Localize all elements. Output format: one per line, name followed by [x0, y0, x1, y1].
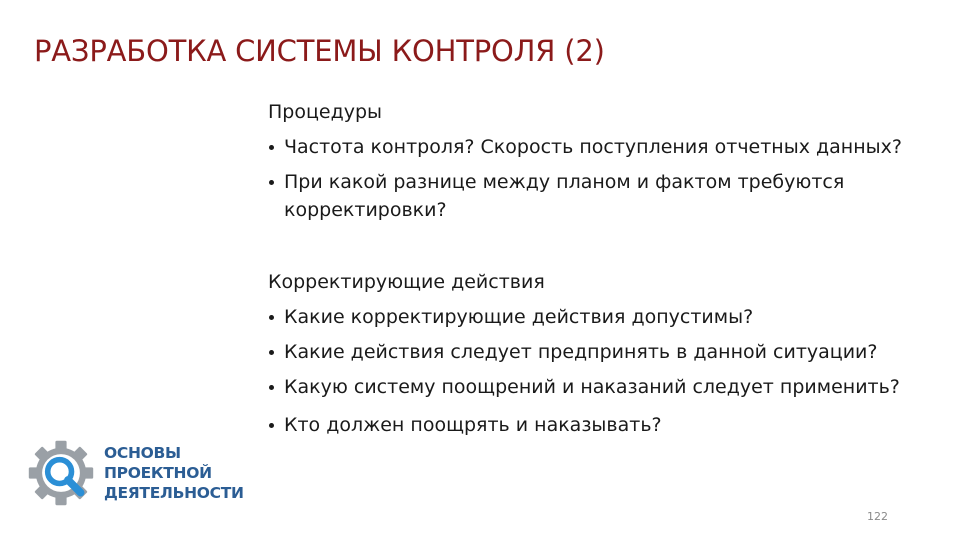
logo-line: ОСНОВЫ	[104, 444, 181, 462]
bullet-dot-icon	[269, 315, 274, 320]
bullet-item	[268, 168, 948, 224]
bullet-text: Какие корректирующие действия допустимы?	[284, 306, 754, 328]
section-spacer	[268, 224, 948, 268]
section-heading: Корректирующие действия	[268, 271, 545, 293]
logo	[26, 438, 244, 508]
bullet-dot-icon	[269, 145, 274, 150]
logo-line: ПРОЕКТНОЙ	[104, 464, 212, 482]
bullet-text: Частота контроля? Скорость поступления отчетных данных?	[284, 136, 902, 158]
page-number: 122	[867, 510, 888, 523]
bullet-item	[268, 373, 948, 401]
bullet-item	[268, 303, 948, 331]
slide-title: РАЗРАБОТКА СИСТЕМЫ КОНТРОЛЯ (2)	[34, 34, 605, 68]
section-corrective-actions	[268, 268, 948, 439]
bullet-list	[268, 303, 948, 439]
logo-wordmark	[104, 443, 244, 503]
bullet-dot-icon	[269, 423, 274, 428]
bullet-item	[268, 338, 948, 366]
bullet-text: Какие действия следует предпринять в данной ситуации?	[284, 341, 878, 363]
bullet-item	[268, 411, 948, 439]
bullet-dot-icon	[269, 350, 274, 355]
bullet-item	[268, 133, 948, 161]
bullet-text: При какой разнице между планом и фактом требуются корректировки?	[284, 171, 845, 221]
bullet-dot-icon	[269, 180, 274, 185]
bullet-text: Кто должен поощрять и наказывать?	[284, 414, 662, 436]
bullet-dot-icon	[269, 385, 274, 390]
bullet-list	[268, 133, 948, 224]
section-procedures	[268, 98, 948, 224]
gear-magnifier-icon	[26, 438, 96, 508]
logo-line: ДЕЯТЕЛЬНОСТИ	[104, 484, 244, 502]
slide-content	[268, 98, 948, 439]
bullet-text: Какую систему поощрений и наказаний следует применить?	[284, 376, 900, 398]
section-heading: Процедуры	[268, 101, 383, 123]
